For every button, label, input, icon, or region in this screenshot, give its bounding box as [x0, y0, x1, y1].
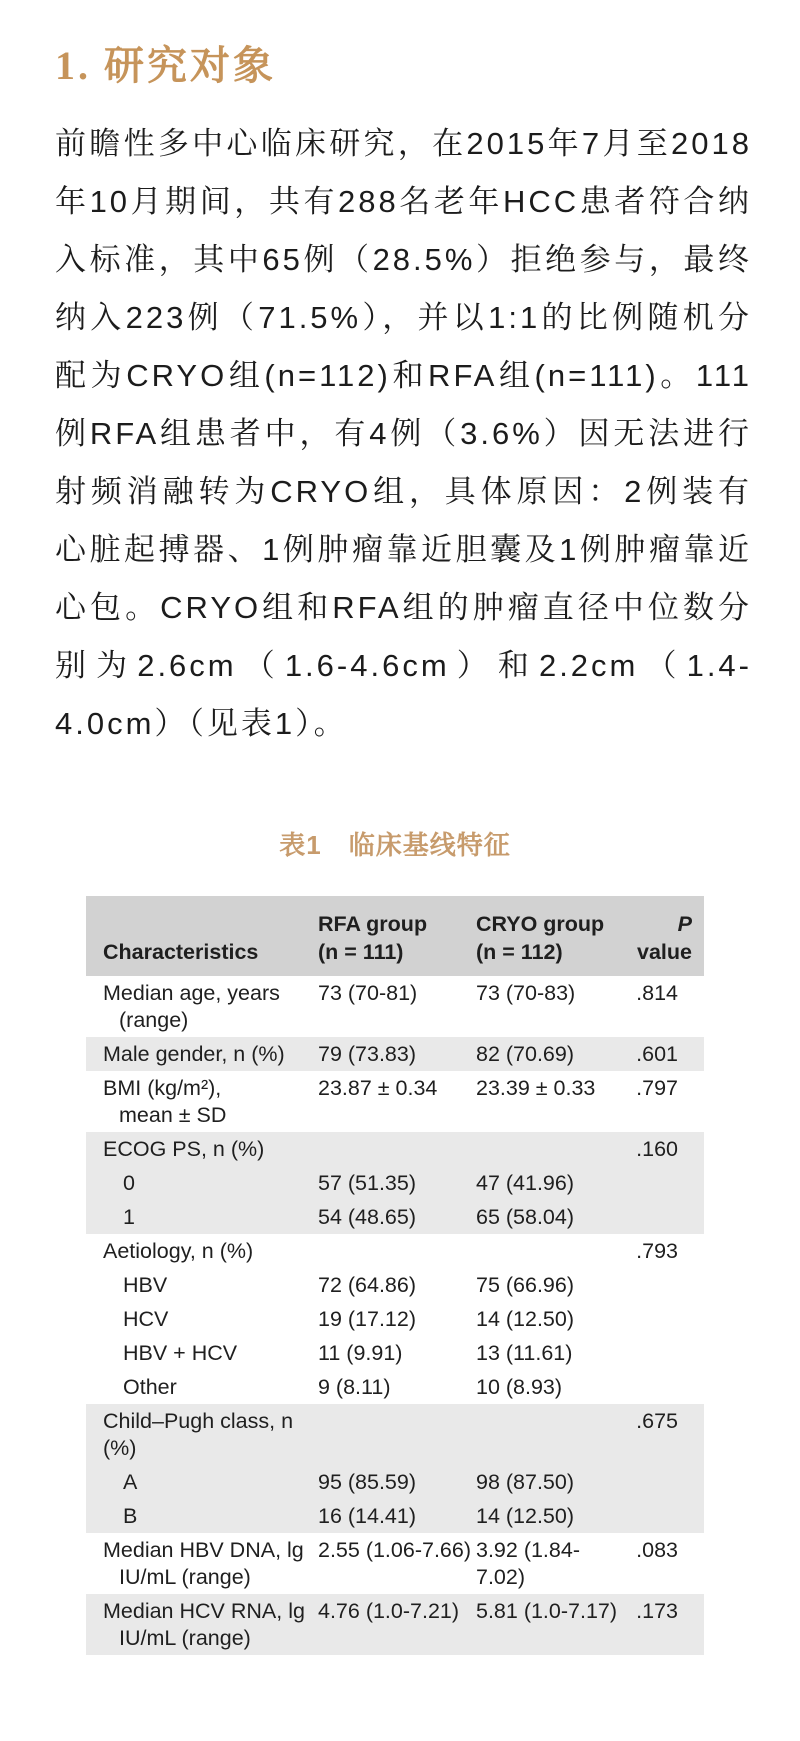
col-cryo-group [476, 896, 626, 976]
row-characteristic [86, 1037, 318, 1071]
table-row [86, 1132, 704, 1166]
row-characteristic [86, 1200, 318, 1234]
row-rfa-value: 16 (14.41) [318, 1499, 476, 1533]
col-characteristics-label: Characteristics [103, 940, 259, 964]
col-rfa-line1: RFA group [318, 912, 428, 936]
section-title: 1. 研究对象 [55, 43, 276, 88]
table-row [86, 1370, 704, 1404]
table-row [86, 1404, 704, 1465]
row-p-value: .793 [626, 1234, 704, 1268]
row-characteristic-label: Male gender, n (%) [103, 1042, 285, 1066]
row-cryo-value [476, 1132, 626, 1166]
row-p-value [626, 1336, 704, 1370]
row-p-value: .601 [626, 1037, 704, 1071]
row-cryo-value: 23.39 ± 0.33 [476, 1071, 626, 1132]
row-characteristic-label: 0 [123, 1171, 135, 1195]
row-cryo-value: 13 (11.61) [476, 1336, 626, 1370]
row-characteristic [86, 1533, 318, 1594]
row-rfa-value: 11 (9.91) [318, 1336, 476, 1370]
row-characteristic [86, 1132, 318, 1166]
row-p-value [626, 1200, 704, 1234]
table-caption: 表1 临床基线特征 [279, 830, 511, 860]
table-row [86, 1268, 704, 1302]
col-characteristics [86, 896, 318, 976]
header-row [86, 896, 704, 976]
row-cryo-value: 98 (87.50) [476, 1465, 626, 1499]
row-rfa-value: 95 (85.59) [318, 1465, 476, 1499]
row-characteristic-label: HCV [123, 1307, 169, 1331]
row-characteristic [86, 1499, 318, 1533]
row-characteristic [86, 1234, 318, 1268]
row-characteristic-label: B [123, 1504, 138, 1528]
table-row [86, 1200, 704, 1234]
row-rfa-value: 79 (73.83) [318, 1037, 476, 1071]
row-characteristic [86, 1465, 318, 1499]
row-rfa-value [318, 1404, 476, 1465]
col-p-rest: value [637, 940, 692, 964]
row-cryo-value: 65 (58.04) [476, 1200, 626, 1234]
row-characteristic-subline: IU/mL (range) [119, 1565, 251, 1589]
row-characteristic-label: 1 [123, 1205, 135, 1229]
table-row [86, 1071, 704, 1132]
table-row [86, 1533, 704, 1594]
row-characteristic-label: HBV [123, 1273, 168, 1297]
row-rfa-value [318, 1132, 476, 1166]
row-p-value: .160 [626, 1132, 704, 1166]
row-characteristic [86, 976, 318, 1037]
table-section [86, 825, 704, 1655]
row-characteristic [86, 1404, 318, 1465]
row-rfa-value: 73 (70-81) [318, 976, 476, 1037]
row-cryo-value: 82 (70.69) [476, 1037, 626, 1071]
row-characteristic-label: A [123, 1470, 138, 1494]
row-rfa-value: 54 (48.65) [318, 1200, 476, 1234]
row-characteristic-label: Other [123, 1375, 177, 1399]
col-cryo-line1: CRYO group [476, 912, 605, 936]
col-rfa-line2: (n = 111) [318, 940, 404, 964]
row-p-value: .797 [626, 1071, 704, 1132]
table-row [86, 976, 704, 1037]
col-p-italic: P [677, 912, 692, 936]
col-rfa-group [318, 896, 476, 976]
row-p-value: .675 [626, 1404, 704, 1465]
baseline-characteristics-table [86, 896, 704, 1655]
row-cryo-value: 10 (8.93) [476, 1370, 626, 1404]
row-p-value [626, 1166, 704, 1200]
table-row [86, 1465, 704, 1499]
row-p-value: .083 [626, 1533, 704, 1594]
table-row [86, 1166, 704, 1200]
row-characteristic-label: Median age, years [103, 981, 280, 1005]
row-characteristic [86, 1302, 318, 1336]
col-p-value [626, 896, 704, 976]
row-cryo-value: 3.92 (1.84-7.02) [476, 1533, 626, 1594]
row-p-value [626, 1302, 704, 1336]
row-rfa-value: 23.87 ± 0.34 [318, 1071, 476, 1132]
table-row [86, 1499, 704, 1533]
row-cryo-value [476, 1234, 626, 1268]
row-characteristic-label: Child–Pugh class, n (%) [103, 1409, 294, 1460]
row-p-value [626, 1370, 704, 1404]
table-body [86, 976, 704, 1655]
row-characteristic [86, 1268, 318, 1302]
row-rfa-value: 4.76 (1.0-7.21) [318, 1594, 476, 1655]
row-cryo-value: 14 (12.50) [476, 1302, 626, 1336]
row-characteristic-subline: (range) [119, 1008, 189, 1032]
row-rfa-value: 72 (64.86) [318, 1268, 476, 1302]
row-characteristic-subline: mean ± SD [119, 1103, 227, 1127]
table-row [86, 1302, 704, 1336]
col-cryo-line2: (n = 112) [476, 940, 563, 964]
row-characteristic-label: ECOG PS, n (%) [103, 1137, 265, 1161]
row-characteristic-label: Median HBV DNA, lg [103, 1538, 304, 1562]
row-characteristic [86, 1336, 318, 1370]
table-row [86, 1234, 704, 1268]
body-paragraph: 前瞻性多中心临床研究，在2015年7月至2018年10月期间，共有288名老年HCC患者符合纳入标准，其中65例（28.5%）拒绝参与，最终纳入223例（71.5%），并以1:1的比例随机分配为CRYO组(n=112)和RFA组(n=111)。111例RFA组患者中，有4例（3.6%）因无法进行射频消融转为CRYO组，具体原因：2例装有心脏起搏器、1例肿瘤靠近胆囊及1例肿瘤靠近心包。CRYO组和RFA组的肿瘤直径中位数分别为2.6cm（1.6-4.6cm）和2.2cm（1.4-4.0cm）（见表1）。 [55, 126, 752, 741]
row-characteristic-label: Aetiology, n (%) [103, 1239, 254, 1263]
row-cryo-value: 5.81 (1.0-7.17) [476, 1594, 626, 1655]
row-p-value [626, 1268, 704, 1302]
table-row [86, 1594, 704, 1655]
row-rfa-value [318, 1234, 476, 1268]
row-characteristic-subline: IU/mL (range) [119, 1626, 251, 1650]
row-p-value: .814 [626, 976, 704, 1037]
row-characteristic [86, 1166, 318, 1200]
row-cryo-value: 75 (66.96) [476, 1268, 626, 1302]
row-rfa-value: 2.55 (1.06-7.66) [318, 1533, 476, 1594]
row-characteristic [86, 1071, 318, 1132]
row-rfa-value: 57 (51.35) [318, 1166, 476, 1200]
row-characteristic-label: BMI (kg/m²), [103, 1076, 222, 1100]
row-p-value [626, 1465, 704, 1499]
article-page [0, 34, 800, 1655]
row-characteristic [86, 1594, 318, 1655]
row-characteristic-label: HBV + HCV [123, 1341, 238, 1365]
row-p-value: .173 [626, 1594, 704, 1655]
table-header [86, 896, 704, 976]
table-row [86, 1336, 704, 1370]
table-row [86, 1037, 704, 1071]
row-cryo-value: 14 (12.50) [476, 1499, 626, 1533]
row-cryo-value: 47 (41.96) [476, 1166, 626, 1200]
row-rfa-value: 9 (8.11) [318, 1370, 476, 1404]
row-cryo-value: 73 (70-83) [476, 976, 626, 1037]
row-characteristic-label: Median HCV RNA, lg [103, 1599, 305, 1623]
row-characteristic [86, 1370, 318, 1404]
row-rfa-value: 19 (17.12) [318, 1302, 476, 1336]
row-p-value [626, 1499, 704, 1533]
row-cryo-value [476, 1404, 626, 1465]
